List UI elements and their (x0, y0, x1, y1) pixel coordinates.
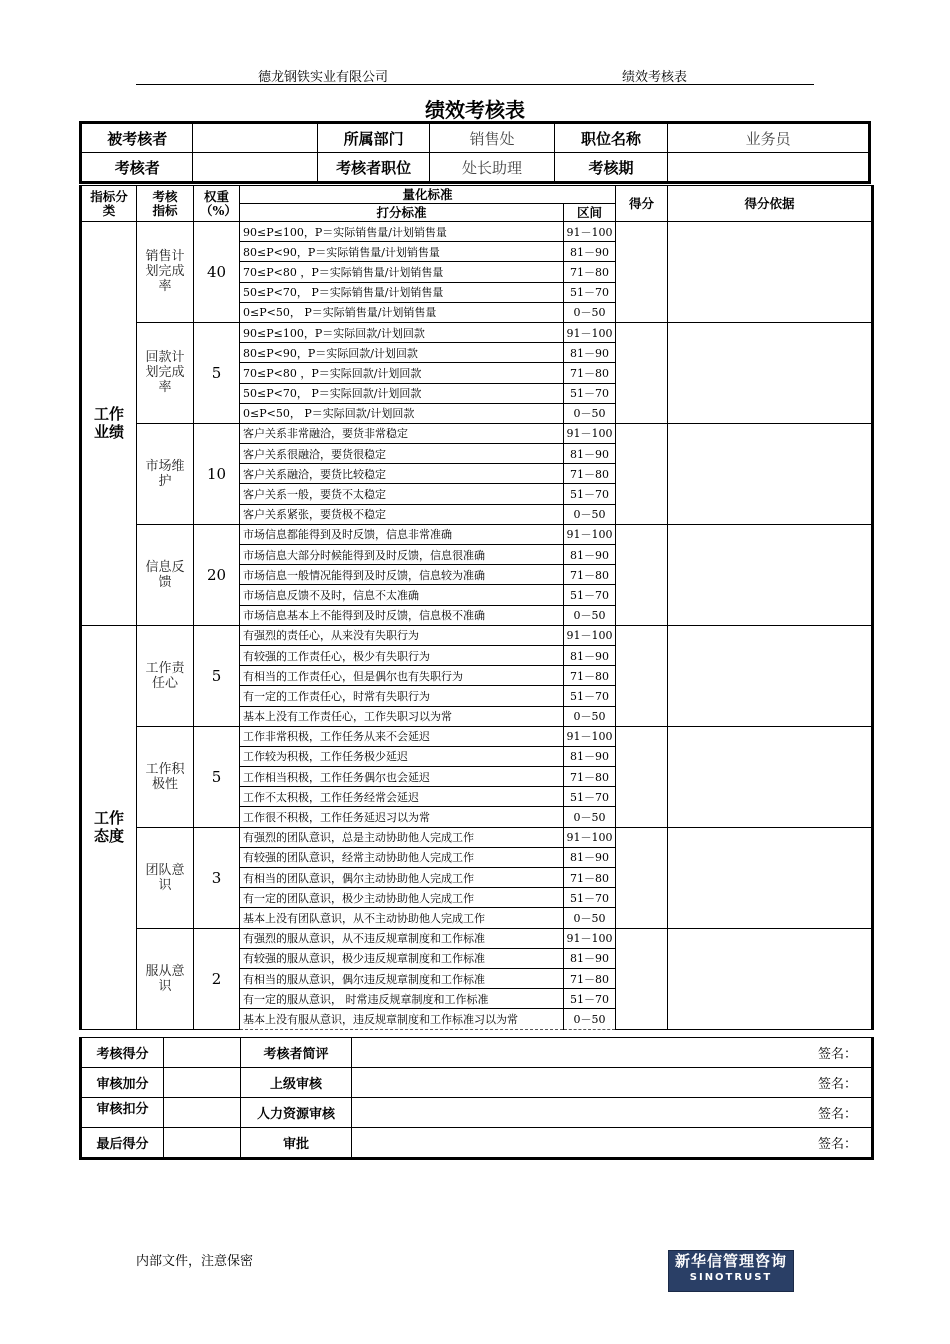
department-label: 所属部门 (317, 123, 429, 153)
col-range: 区间 (564, 204, 616, 222)
score-range: 81－90 (564, 645, 616, 665)
score-range: 71－80 (564, 767, 616, 787)
document-name: 绩效考核表 (622, 70, 688, 85)
category-label: 工作态度 (81, 625, 137, 1029)
criteria-text: 市场信息大部分时候能得到及时反馈，信息很准确 (240, 545, 564, 565)
kpi-row (81, 222, 873, 242)
criteria-text: 90≤P≤100，P＝实际销售量/计划销售量 (240, 222, 564, 242)
score-cell[interactable] (616, 322, 668, 423)
score-range: 0－50 (564, 605, 616, 625)
col-score: 得分 (616, 186, 668, 222)
supervisor-review-label: 上级审核 (241, 1068, 352, 1098)
category-label: 工作业绩 (81, 222, 137, 626)
page-title: 绩效考核表 (425, 98, 525, 122)
col-criteria: 打分标准 (240, 204, 564, 222)
criteria-text: 市场信息都能得到及时反馈，信息非常准确 (240, 524, 564, 544)
approval-table (79, 1037, 874, 1160)
score-basis-cell[interactable] (668, 322, 873, 423)
kpi-row (81, 625, 873, 645)
score-range: 0－50 (564, 1009, 616, 1029)
hr-review-label: 人力资源审核 (241, 1098, 352, 1128)
criteria-text: 70≤P<80 ，P＝实际销售量/计划销售量 (240, 262, 564, 282)
criteria-text: 90≤P≤100，P＝实际回款/计划回款 (240, 322, 564, 342)
score-range: 51－70 (564, 787, 616, 807)
score-range: 91－100 (564, 625, 616, 645)
score-range: 81－90 (564, 444, 616, 464)
department-value[interactable]: 销售处 (430, 123, 554, 153)
score-range: 51－70 (564, 989, 616, 1009)
score-basis-cell[interactable] (668, 928, 873, 1029)
score-range: 81－90 (564, 545, 616, 565)
indicator-name: 市场维护 (137, 423, 194, 524)
score-basis-cell[interactable] (668, 827, 873, 928)
col-quant: 量化标准 (240, 186, 616, 204)
score-basis-cell[interactable] (668, 524, 873, 625)
total-score-value[interactable] (164, 1038, 241, 1068)
score-range: 71－80 (564, 968, 616, 988)
col-category: 指标分类 (81, 186, 137, 222)
criteria-text: 80≤P<90，P＝实际回款/计划回款 (240, 343, 564, 363)
assessor-position-value[interactable]: 处长助理 (430, 153, 554, 183)
indicator-weight: 40 (194, 222, 240, 323)
company-name: 德龙钢铁实业有限公司 (258, 70, 389, 85)
score-range: 51－70 (564, 484, 616, 504)
indicator-name: 信息反馈 (137, 524, 194, 625)
score-cell[interactable] (616, 928, 668, 1029)
indicator-name: 工作积极性 (137, 726, 194, 827)
indicator-name: 工作责任心 (137, 625, 194, 726)
score-cell[interactable] (616, 827, 668, 928)
hr-signature[interactable]: 签名： (352, 1098, 873, 1128)
approval-label: 审批 (241, 1128, 352, 1159)
criteria-text: 70≤P<80 ，P＝实际回款/计划回款 (240, 363, 564, 383)
position-value[interactable]: 业务员 (668, 123, 870, 153)
criteria-text: 50≤P<70， P＝实际销售量/计划销售量 (240, 282, 564, 302)
indicator-weight: 20 (194, 524, 240, 625)
score-range: 91－100 (564, 322, 616, 342)
criteria-text: 客户关系紧张，要货极不稳定 (240, 504, 564, 524)
criteria-text: 工作很不积极，工作任务延迟习以为常 (240, 807, 564, 827)
kpi-row (81, 423, 873, 443)
criteria-text: 基本上没有工作责任心，工作失职习以为常 (240, 706, 564, 726)
criteria-text: 市场信息反馈不及时，信息不太准确 (240, 585, 564, 605)
indicator-weight: 10 (194, 423, 240, 524)
criteria-text: 50≤P<70， P＝实际回款/计划回款 (240, 383, 564, 403)
indicator-weight: 5 (194, 625, 240, 726)
criteria-text: 有一定的工作责任心，时常有失职行为 (240, 686, 564, 706)
criteria-text: 基本上没有团队意识，从不主动协助他人完成工作 (240, 908, 564, 928)
score-basis-cell[interactable] (668, 423, 873, 524)
indicator-name: 回款计划完成率 (137, 322, 194, 423)
bonus-score-label: 审核加分 (81, 1068, 164, 1098)
col-weight: 权重（%） (194, 186, 240, 222)
criteria-text: 80≤P<90，P＝实际销售量/计划销售量 (240, 242, 564, 262)
indicator-weight: 2 (194, 928, 240, 1029)
score-range: 91－100 (564, 423, 616, 443)
criteria-text: 0≤P<50， P＝实际回款/计划回款 (240, 403, 564, 423)
period-value[interactable] (668, 153, 870, 183)
score-range: 91－100 (564, 524, 616, 544)
assessee-label: 被考核者 (81, 123, 193, 153)
score-cell[interactable] (616, 625, 668, 726)
criteria-text: 有一定的团队意识，极少主动协助他人完成工作 (240, 888, 564, 908)
score-range: 71－80 (564, 666, 616, 686)
assessor-value[interactable] (193, 153, 317, 183)
criteria-text: 工作不太积极，工作任务经常会延迟 (240, 787, 564, 807)
logo-cn-text: 新华信管理咨询 (674, 1252, 787, 1270)
col-basis: 得分依据 (668, 186, 873, 222)
criteria-text: 有强烈的责任心，从来没有失职行为 (240, 625, 564, 645)
score-range: 81－90 (564, 242, 616, 262)
criteria-text: 有相当的服从意识，偶尔违反规章制度和工作标准 (240, 968, 564, 988)
info-table (79, 121, 871, 184)
bonus-score-value[interactable] (164, 1068, 241, 1098)
score-range: 0－50 (564, 807, 616, 827)
criteria-text: 有较强的团队意识，经常主动协助他人完成工作 (240, 847, 564, 867)
kpi-row (81, 322, 873, 342)
position-label: 职位名称 (554, 123, 667, 153)
supervisor-signature[interactable]: 签名： (352, 1068, 873, 1098)
criteria-text: 有一定的服从意识， 时常违反规章制度和工作标准 (240, 989, 564, 1009)
indicator-name: 团队意识 (137, 827, 194, 928)
score-range: 51－70 (564, 585, 616, 605)
score-range: 0－50 (564, 403, 616, 423)
score-range: 71－80 (564, 363, 616, 383)
score-range: 71－80 (564, 868, 616, 888)
criteria-text: 有强烈的服从意识，从不违反规章制度和工作标准 (240, 928, 564, 948)
score-cell[interactable] (616, 423, 668, 524)
score-range: 0－50 (564, 706, 616, 726)
criteria-text: 有相当的团队意识，偶尔主动协助他人完成工作 (240, 868, 564, 888)
score-range: 81－90 (564, 343, 616, 363)
criteria-text: 有较强的服从意识，极少违反规章制度和工作标准 (240, 948, 564, 968)
score-range: 0－50 (564, 504, 616, 524)
score-range: 71－80 (564, 565, 616, 585)
criteria-text: 有较强的工作责任心，极少有失职行为 (240, 645, 564, 665)
deduct-score-value[interactable] (164, 1098, 241, 1128)
page-header (136, 66, 814, 85)
assessor-comment-label: 考核者简评 (241, 1038, 352, 1068)
score-range: 51－70 (564, 888, 616, 908)
criteria-text: 有相当的工作责任心，但是偶尔也有失职行为 (240, 666, 564, 686)
criteria-text: 基本上没有服从意识，违反规章制度和工作标准习以为常 (240, 1009, 564, 1029)
assessor-position-label: 考核者职位 (317, 153, 429, 183)
logo-en-text: SINOTRUST (689, 1272, 773, 1283)
indicator-weight: 5 (194, 322, 240, 423)
indicator-name: 服从意识 (137, 928, 194, 1029)
score-range: 51－70 (564, 282, 616, 302)
score-range: 91－100 (564, 222, 616, 242)
criteria-text: 工作相当积极，工作任务偶尔也会延迟 (240, 767, 564, 787)
final-score-label: 最后得分 (81, 1128, 164, 1159)
score-range: 71－80 (564, 262, 616, 282)
col-indicator: 考核指标 (137, 186, 194, 222)
score-basis-cell[interactable] (668, 726, 873, 827)
company-logo (668, 1250, 794, 1292)
score-range: 51－70 (564, 686, 616, 706)
indicator-weight: 5 (194, 726, 240, 827)
criteria-text: 工作较为积极，工作任务极少延迟 (240, 746, 564, 766)
criteria-text: 客户关系非常融洽，要货非常稳定 (240, 423, 564, 443)
score-range: 81－90 (564, 847, 616, 867)
kpi-row (81, 827, 873, 847)
kpi-table (79, 185, 874, 1030)
score-cell[interactable] (616, 222, 668, 323)
score-range: 51－70 (564, 383, 616, 403)
approval-signature[interactable]: 签名： (352, 1128, 873, 1159)
criteria-text: 有强烈的团队意识，总是主动协助他人完成工作 (240, 827, 564, 847)
criteria-text: 工作非常积极，工作任务从来不会延迟 (240, 726, 564, 746)
assessee-value[interactable] (193, 123, 317, 153)
score-cell[interactable] (616, 726, 668, 827)
score-basis-cell[interactable] (668, 222, 873, 323)
score-range: 91－100 (564, 726, 616, 746)
score-basis-cell[interactable] (668, 625, 873, 726)
kpi-row (81, 524, 873, 544)
assessor-signature[interactable]: 签名： (352, 1038, 873, 1068)
score-cell[interactable] (616, 524, 668, 625)
score-range: 71－80 (564, 464, 616, 484)
criteria-text: 市场信息一般情况能得到及时反馈，信息较为准确 (240, 565, 564, 585)
assessor-label: 考核者 (81, 153, 193, 183)
kpi-row (81, 928, 873, 948)
confidential-note: 内部文件，注意保密 (136, 1254, 254, 1269)
criteria-text: 市场信息基本上不能得到及时反馈，信息极不准确 (240, 605, 564, 625)
score-range: 0－50 (564, 908, 616, 928)
criteria-text: 客户关系很融洽，要货很稳定 (240, 444, 564, 464)
score-range: 91－100 (564, 928, 616, 948)
score-range: 0－50 (564, 302, 616, 322)
score-range: 81－90 (564, 746, 616, 766)
indicator-name: 销售计划完成率 (137, 222, 194, 323)
criteria-text: 客户关系融洽，要货比较稳定 (240, 464, 564, 484)
score-range: 91－100 (564, 827, 616, 847)
total-score-label: 考核得分 (81, 1038, 164, 1068)
kpi-row (81, 726, 873, 746)
period-label: 考核期 (554, 153, 667, 183)
score-range: 81－90 (564, 948, 616, 968)
final-score-value[interactable] (164, 1128, 241, 1159)
criteria-text: 客户关系一般，要货不太稳定 (240, 484, 564, 504)
indicator-weight: 3 (194, 827, 240, 928)
criteria-text: 0≤P<50， P＝实际销售量/计划销售量 (240, 302, 564, 322)
deduct-score-label: 审核扣分 (81, 1098, 164, 1128)
